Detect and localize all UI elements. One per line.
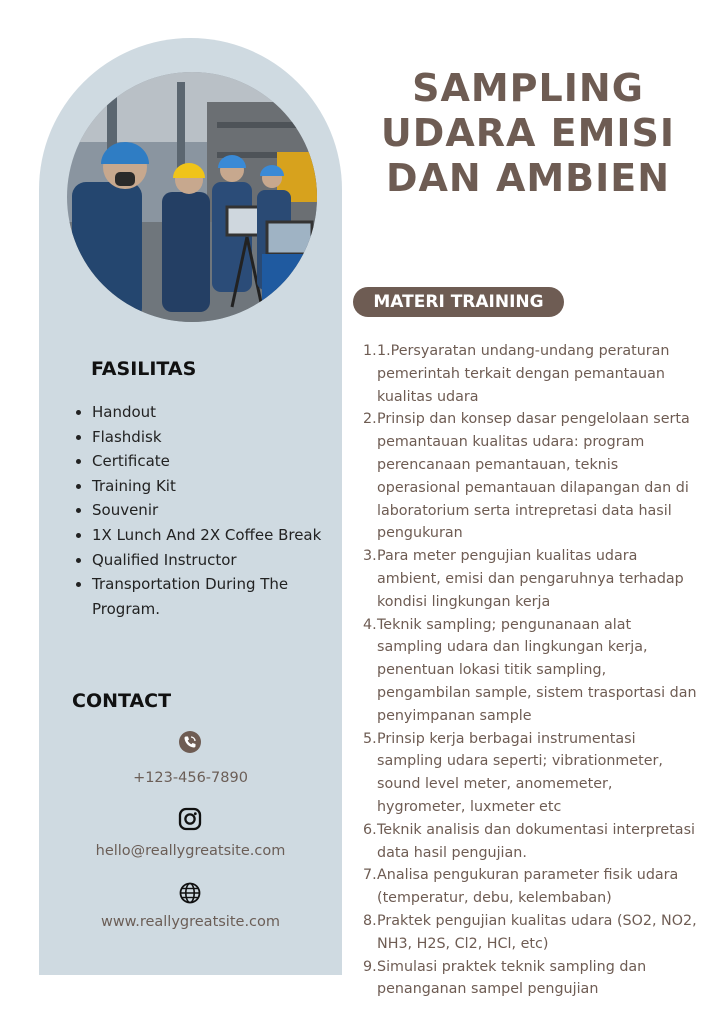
fasilitas-item: • Souvenir xyxy=(92,498,322,523)
materi-item xyxy=(363,614,698,728)
page-title: SAMPLING UDARA EMISI DAN AMBIEN xyxy=(380,66,676,200)
materi-item-text: Prinsip kerja berbagai instrumentasi sampling udara seperti; vibrationmeter, sound level meter, anomemeter, hygrometer, luxmeter etc xyxy=(377,730,663,815)
materi-item-number: 4. xyxy=(363,616,377,633)
fasilitas-item: • Qualified Instructor xyxy=(92,548,322,573)
materi-item-text: Simulasi praktek teknik sampling dan penanganan sampel pengujian xyxy=(377,958,647,998)
workers-photo xyxy=(67,72,317,322)
fasilitas-heading: FASILITAS xyxy=(91,358,197,380)
fasilitas-item: • 1X Lunch And 2X Coffee Break xyxy=(92,523,322,548)
materi-item-number: 7. xyxy=(363,867,377,884)
fasilitas-item: • Training Kit xyxy=(92,474,322,499)
materi-list xyxy=(363,340,698,1001)
materi-item xyxy=(363,408,698,545)
materi-item-number: 8. xyxy=(363,912,377,929)
materi-item-number: 6. xyxy=(363,821,377,838)
materi-item-number: 1. xyxy=(363,343,377,359)
materi-item-text: 1.Persyaratan undang-undang peraturan pemerintah terkait dengan pemantauan kualitas udara xyxy=(377,343,670,405)
materi-item-text: Teknik sampling; pengunanaan alat sampling udara dan lingkungan kerja, penentuan lokasi titik sampling, pengambilan sample, sistem trasportasi dan penyimpanan sample xyxy=(377,616,697,724)
fasilitas-item: • Handout xyxy=(92,400,322,425)
fasilitas-item: • Flashdisk xyxy=(92,425,322,450)
instagram-icon[interactable] xyxy=(178,807,202,831)
fasilitas-list xyxy=(72,400,322,621)
materi-item-text: Para meter pengujian kualitas udara ambient, emisi dan pengaruhnya terhadap kondisi lingkungan kerja xyxy=(377,548,684,610)
contact-website[interactable]: www.reallygreatsite.com xyxy=(100,914,281,930)
contact-phone[interactable]: +123-456-7890 xyxy=(133,770,248,786)
contact-heading: CONTACT xyxy=(72,690,172,712)
materi-training-badge: MATERI TRAINING xyxy=(353,287,564,317)
fasilitas-item: • Certificate xyxy=(92,449,322,474)
materi-item-number: 5. xyxy=(363,730,377,747)
materi-item xyxy=(363,910,698,956)
materi-item-number: 3. xyxy=(363,548,377,565)
materi-item xyxy=(363,545,698,613)
materi-item-number: 2. xyxy=(363,411,377,428)
materi-item xyxy=(363,340,698,408)
materi-item xyxy=(363,819,698,865)
materi-item-number: 9. xyxy=(363,958,377,975)
materi-item xyxy=(363,956,698,1002)
fasilitas-item: • Transportation During The Program. xyxy=(92,572,322,621)
materi-item xyxy=(363,728,698,819)
materi-item-text: Praktek pengujian kualitas udara (SO2, NO2, NH3, H2S, Cl2, HCl, etc) xyxy=(377,912,697,952)
globe-icon xyxy=(178,881,202,905)
phone-icon xyxy=(178,730,202,754)
materi-item-text: Teknik analisis dan dokumentasi interpretasi data hasil pengujian. xyxy=(377,821,695,861)
materi-item xyxy=(363,864,698,910)
contact-email[interactable]: hello@reallygreatsite.com xyxy=(95,843,286,859)
materi-item-text: Analisa pengukuran parameter fisik udara (temperatur, debu, kelembaban) xyxy=(377,867,679,907)
materi-item-text: Prinsip dan konsep dasar pengelolaan serta pemantauan kualitas udara: program perencanaan pemantauan, teknis operasional pemantauan dilapangan dan di laboratorium serta intrepretasi data hasil pengukuran xyxy=(377,411,690,542)
